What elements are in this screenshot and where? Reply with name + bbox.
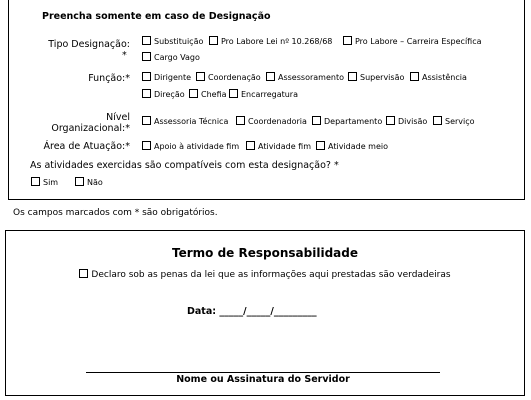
checkbox[interactable] xyxy=(433,116,442,125)
option-apoio-atividade-fim[interactable]: Apoio à atividade fim xyxy=(142,142,239,151)
option-sim[interactable]: Sim xyxy=(31,178,58,187)
checkbox[interactable] xyxy=(348,72,357,81)
checkbox[interactable] xyxy=(142,141,151,150)
termo-title: Termo de Responsabilidade xyxy=(172,246,358,260)
option-assessoria-tecnica[interactable]: Assessoria Técnica xyxy=(142,117,228,126)
checkbox[interactable] xyxy=(386,116,395,125)
date-label: Data: xyxy=(187,306,217,317)
option-atividade-fim[interactable]: Atividade fim xyxy=(246,142,311,151)
declaration-option[interactable]: Declaro sob as penas da lei que as informações aqui prestadas são verdadeiras xyxy=(5,270,525,280)
option-nao[interactable]: Não xyxy=(75,178,103,187)
option-assistencia[interactable]: Assistência xyxy=(410,73,467,82)
option-divisao[interactable]: Divisão xyxy=(386,117,427,126)
checkbox[interactable] xyxy=(196,72,205,81)
checkbox[interactable] xyxy=(189,89,198,98)
tipo-required-marker: * xyxy=(122,50,127,61)
required-fields-note: Os campos marcados com * são obrigatórios. xyxy=(13,208,218,218)
option-assessoramento[interactable]: Assessoramento xyxy=(266,73,344,82)
date-field[interactable] xyxy=(187,306,317,317)
checkbox[interactable] xyxy=(142,72,151,81)
option-pro-labore-lei[interactable]: Pro Labore Lei nº 10.268/68 xyxy=(209,37,332,46)
option-cargo-vago[interactable]: Cargo Vago xyxy=(142,53,200,62)
nivel-organizacional-label: Nível Organizacional:* xyxy=(51,112,130,134)
option-servico[interactable]: Serviço xyxy=(433,117,475,126)
option-direcao[interactable]: Direção xyxy=(142,90,185,99)
checkbox[interactable] xyxy=(79,269,88,278)
option-coordenacao[interactable]: Coordenação xyxy=(196,73,261,82)
date-blanks[interactable]: _____/_____/_________ xyxy=(219,306,317,317)
tipo-designacao-label: Tipo Designação: xyxy=(48,39,130,50)
option-pro-labore-carreira[interactable]: Pro Labore – Carreira Específica xyxy=(343,37,482,46)
signature-line[interactable] xyxy=(86,372,440,373)
funcao-label: Função:* xyxy=(88,73,130,84)
checkbox[interactable] xyxy=(236,116,245,125)
option-coordenadoria[interactable]: Coordenadoria xyxy=(236,117,307,126)
area-atuacao-label: Área de Atuação:* xyxy=(43,141,130,152)
checkbox[interactable] xyxy=(246,141,255,150)
compatibility-question: As atividades exercidas são compatíveis com esta designação? * xyxy=(30,160,339,171)
option-chefia[interactable]: Chefia xyxy=(189,90,227,99)
designation-heading: Preencha somente em caso de Designação xyxy=(42,11,271,22)
checkbox[interactable] xyxy=(142,116,151,125)
checkbox[interactable] xyxy=(410,72,419,81)
checkbox[interactable] xyxy=(266,72,275,81)
checkbox[interactable] xyxy=(142,89,151,98)
option-departamento[interactable]: Departamento xyxy=(312,117,382,126)
checkbox[interactable] xyxy=(312,116,321,125)
checkbox[interactable] xyxy=(142,36,151,45)
checkbox[interactable] xyxy=(343,36,352,45)
checkbox[interactable] xyxy=(31,177,40,186)
signature-label: Nome ou Assinatura do Servidor xyxy=(176,374,350,385)
checkbox[interactable] xyxy=(209,36,218,45)
option-encarregatura[interactable]: Encarregatura xyxy=(229,90,298,99)
option-supervisao[interactable]: Supervisão xyxy=(348,73,404,82)
checkbox[interactable] xyxy=(75,177,84,186)
checkbox[interactable] xyxy=(229,89,238,98)
option-atividade-meio[interactable]: Atividade meio xyxy=(316,142,388,151)
checkbox[interactable] xyxy=(316,141,325,150)
option-dirigente[interactable]: Dirigente xyxy=(142,73,191,82)
option-substituicao[interactable]: Substituição xyxy=(142,37,203,46)
checkbox[interactable] xyxy=(142,52,151,61)
